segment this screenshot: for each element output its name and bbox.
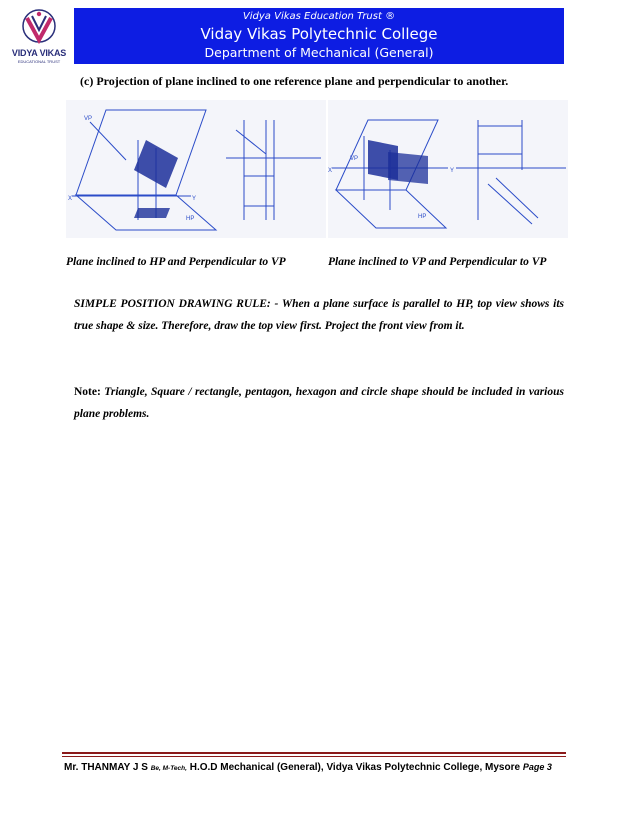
page-number: Page 3 — [522, 762, 552, 772]
footer-role: H.O.D Mechanical (General), Vidya Vikas Polytechnic College, Mysore — [189, 762, 521, 773]
page-footer — [64, 762, 566, 773]
section-heading: (c) Projection of plane inclined to one reference plane and perpendicular to another. — [80, 74, 509, 88]
left-y-label: Y — [192, 196, 197, 202]
right-vp-label: VP — [350, 156, 359, 162]
left-vp-label: VP — [84, 116, 93, 122]
drawing-rule-paragraph: SIMPLE POSITION DRAWING RULE: - When a plane surface is parallel to HP, top view shows its true shape & size. Therefore, draw the top view first. Project the front view from it. — [74, 298, 564, 332]
right-x-label: X — [328, 168, 333, 174]
college-name: Viday Vikas Polytechnic College — [200, 25, 438, 43]
footer-rule-thick — [62, 752, 566, 754]
note-label: Note: — [74, 386, 101, 398]
left-x-label: X — [68, 196, 73, 202]
header-banner — [74, 8, 564, 64]
right-hp-label: HP — [418, 214, 427, 220]
note-paragraph — [74, 381, 564, 425]
department-name: Department of Mechanical (General) — [204, 45, 434, 60]
trust-name: Vidya Vikas Education Trust ® — [242, 11, 396, 22]
footer-qualification: Be, M-Tech, — [150, 765, 187, 772]
right-y-label: Y — [450, 168, 455, 174]
figure-plane-inclined-vp — [328, 100, 568, 238]
logo-text: VIDYA VIKAS — [11, 48, 67, 58]
footer-author: Mr. THANMAY J S — [64, 762, 148, 773]
college-logo — [6, 8, 72, 66]
logo-subtext: EDUCATIONAL TRUST — [17, 59, 61, 64]
left-hp-label: HP — [186, 216, 195, 222]
right-figure-caption: Plane inclined to VP and Perpendicular to VP — [328, 256, 547, 268]
figure-plane-inclined-hp — [66, 100, 326, 238]
footer-rule-thin — [62, 756, 566, 757]
left-figure-caption: Plane inclined to HP and Perpendicular to VP — [66, 256, 286, 268]
note-text: Triangle, Square / rectangle, pentagon, hexagon and circle shape should be included in various plane problems. — [74, 386, 565, 420]
